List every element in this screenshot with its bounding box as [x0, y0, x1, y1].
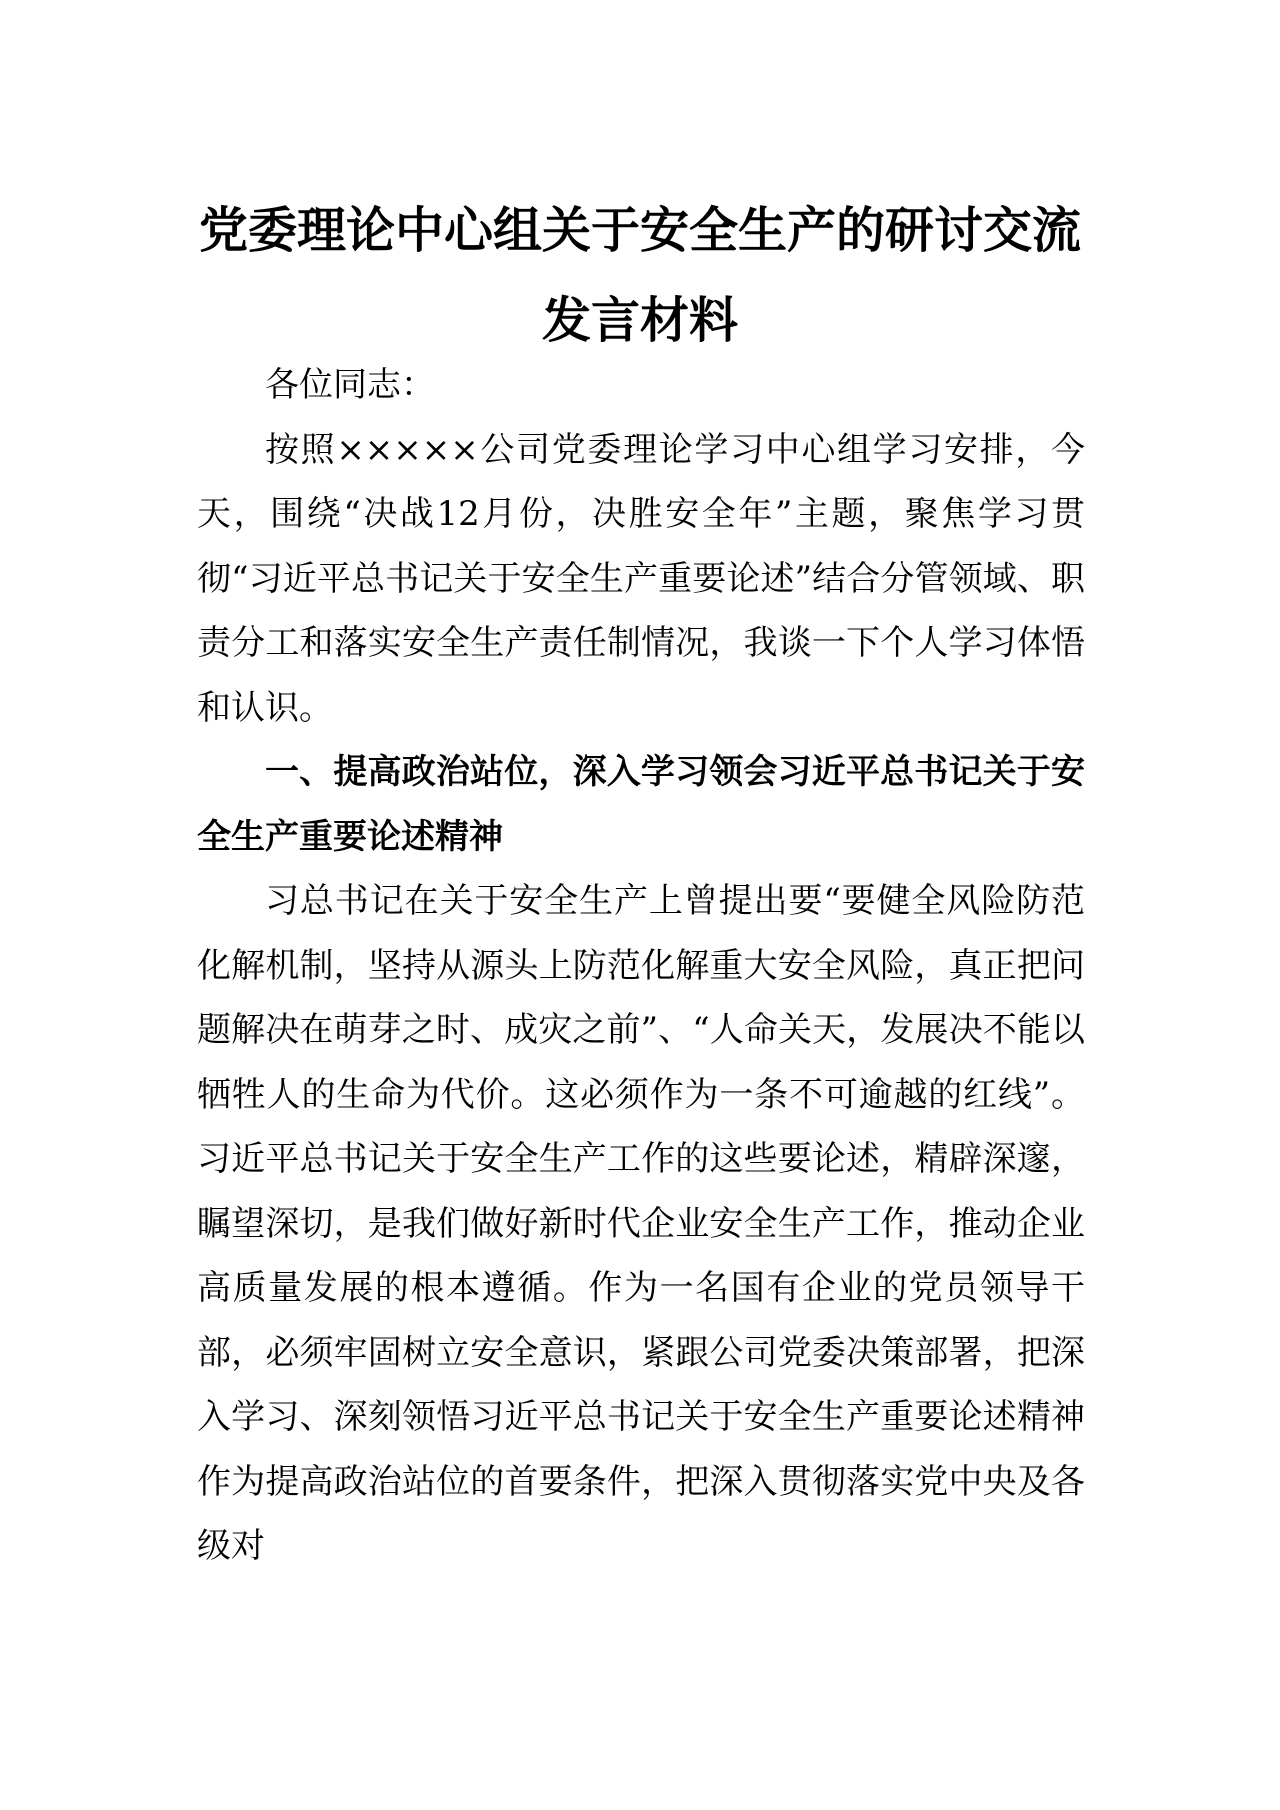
section-1-heading: 一、提高政治站位，深入学习领会习近平总书记关于安全生产重要论述精神 — [197, 752, 1085, 857]
salutation: 各位同志： — [265, 365, 435, 405]
document-title-line-1: 党委理论中心组关于安全生产的研讨交流 — [198, 202, 1081, 259]
document-body — [197, 353, 1085, 1579]
intro-paragraph: 按照×××××公司党委理论学习中心组学习安排，今天，围绕“决战12月份，决胜安全年”主题，聚焦学习贯彻“习近平总书记关于安全生产重要论述”结合分管领域、职责分工和落实安全生产责任制情况，我谈一下个人学习体悟和认识。 — [197, 429, 1085, 728]
document-title-line-2: 发言材料 — [541, 292, 738, 349]
section-1-paragraph: 习总书记在关于安全生产上曾提出要“要健全风险防范化解机制，坚持从源头上防范化解重大安全风险，真正把问题解决在萌芽之时、成灾之前”、“人命关天，发展决不能以牺牲人的生命为代价。这必须作为一条不可逾越的红线”。习近平总书记关于安全生产工作的这些要论述，精辟深邃，瞩望深切，是我们做好新时代企业安全生产工作，推动企业高质量发展的根本遵循。作为一名国有企业的党员领导干部，必须牢固树立安全意识，紧跟公司党委决策部署，把深入学习、深刻领悟习近平总书记关于安全生产重要论述精神作为提高政治站位的首要条件，把深入贯彻落实党中央及各级对 — [197, 881, 1085, 1566]
